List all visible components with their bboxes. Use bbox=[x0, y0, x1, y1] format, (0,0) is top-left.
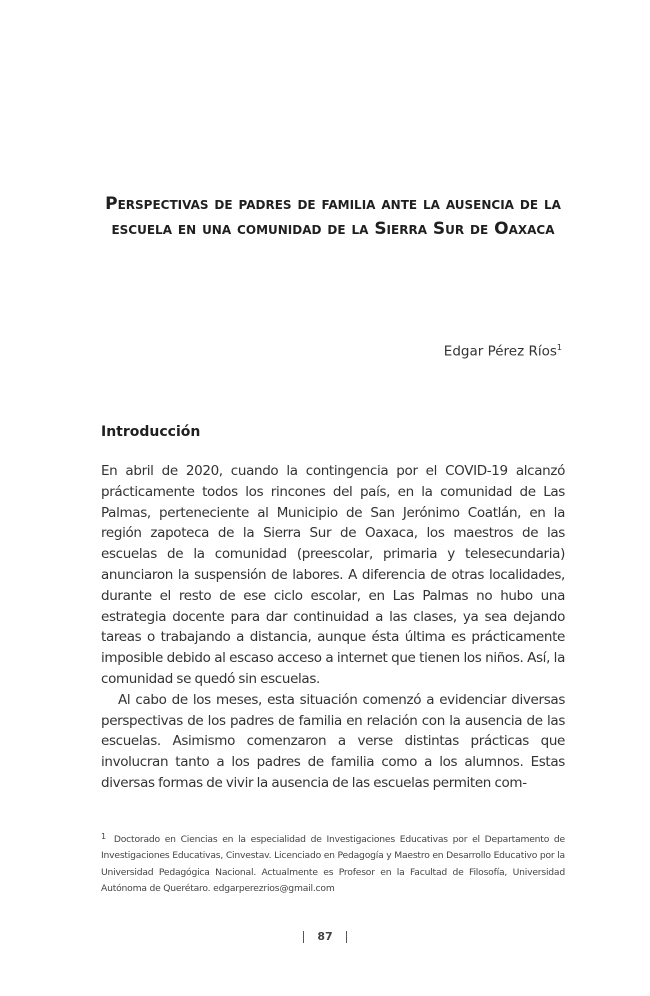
paragraph-2: Al cabo de los meses, esta situación comenzó a evidenciar diversas perspectivas de los padres de familia en relación con la ausencia de las escuelas. Asimismo comenzaron a verse distintas prácticas que involucran tanto a los padres de familia como a los alumnos. Estas diversas formas de vivir la ausencia de las escuelas permiten com- bbox=[101, 691, 565, 791]
footnote bbox=[101, 829, 565, 898]
footnote-marker: 1 bbox=[101, 832, 106, 841]
author-footnote-ref: 1 bbox=[556, 343, 562, 352]
footnote-text: Doctorado en Ciencias en la especialidad de Investigaciones Educativas por el Departamento de Investigaciones Educativas, Cinvestav. Licenciado en Pedagogía y Maestro en Desarrollo Educativo por la Universidad Pedagógica Nacional. Actualmente es Profesor en la Facultad de Filosofía, Universidad Autónoma de Querétaro. edgarperezrios@gmail.com bbox=[101, 834, 565, 895]
article-title: Perspectivas de padres de familia ante la ausencia de la escuela en una comunidad de la Sierra Sur de Oaxaca bbox=[105, 194, 561, 239]
page-folio bbox=[0, 930, 650, 943]
folio-right-rule bbox=[346, 931, 347, 943]
author-name: Edgar Pérez Ríos bbox=[443, 343, 557, 360]
paragraph-1: En abril de 2020, cuando la contingencia por el COVID-19 alcanzó prácticamente todos los rincones del país, en la comunidad de Las Palmas, perteneciente al Municipio de San Jerónimo Coatlán, en la región zapoteca de la Sierra Sur de Oaxaca, los maestros de las escuelas de la comunidad (preescolar, primaria y telesecundaria) anunciaron la suspensión de labores. A diferencia de otras localidades, durante el resto de ese ciclo escolar, en Las Palmas no hubo una estrategia docente para dar continuidad a las clases, ya sea dejando tareas o trabajando a distancia, aunque ésta última es prácticamente imposible debido al escaso acceso a internet que tienen los niños. Así, la comunidad se quedó sin escuelas. bbox=[101, 463, 565, 687]
page-number: 87 bbox=[317, 930, 333, 943]
section-heading: Introducción bbox=[101, 424, 201, 440]
author-byline bbox=[444, 343, 562, 360]
folio-left-rule bbox=[303, 931, 304, 943]
body-text bbox=[101, 461, 565, 794]
